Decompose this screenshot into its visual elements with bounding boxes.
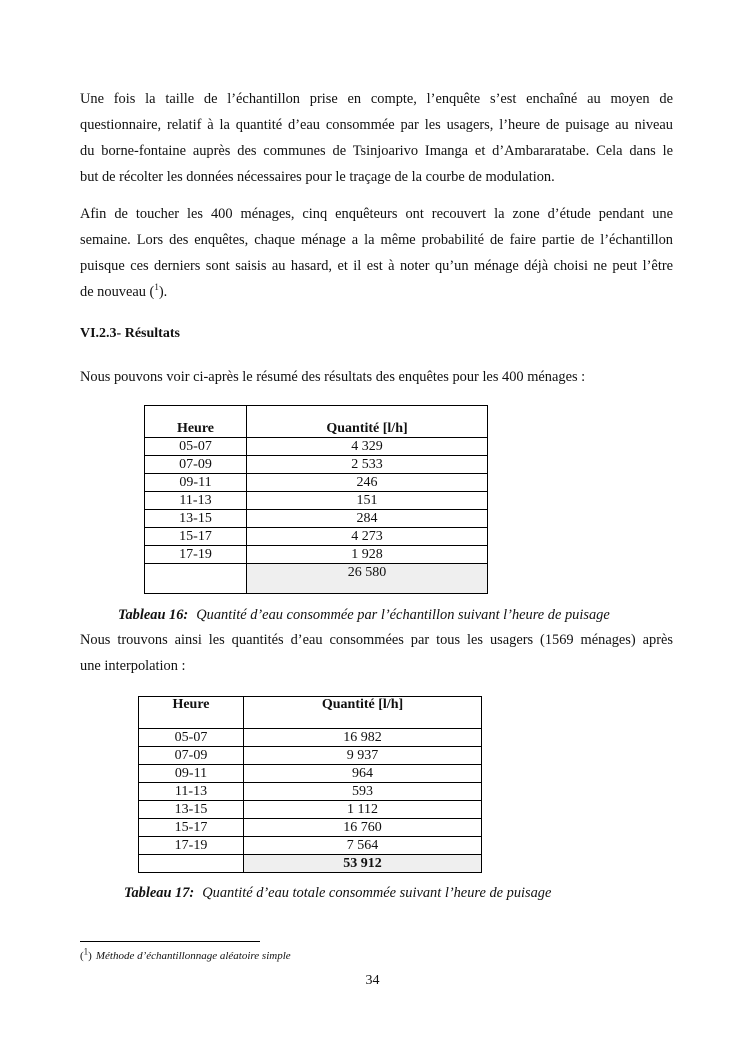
text-line: semaine. Lors des enquêtes, chaque ménage a la même probabilité de faire partie de l’échantillon xyxy=(80,232,673,248)
cell-heure: 09-11 xyxy=(139,765,244,783)
paragraph-intro xyxy=(80,364,673,390)
cell-quantite: 16 760 xyxy=(244,819,482,837)
text-fragment: ). xyxy=(158,284,168,300)
table-row xyxy=(145,438,488,456)
cell-total: 53 912 xyxy=(244,855,482,873)
cell-quantite: 151 xyxy=(247,492,488,510)
table-total-row xyxy=(145,564,488,594)
text-line: questionnaire, relatif à la quantité d’eau consommée par les usagers, l’heure de puisage au niveau xyxy=(80,117,673,133)
text-line: une interpolation : xyxy=(80,658,186,674)
cell-quantite: 1 112 xyxy=(244,801,482,819)
cell-heure: 07-09 xyxy=(139,747,244,765)
cell-heure: 09-11 xyxy=(145,474,247,492)
table-row xyxy=(145,546,488,564)
cell-heure: 17-19 xyxy=(139,837,244,855)
table-row xyxy=(139,747,482,765)
cell-heure: 05-07 xyxy=(139,729,244,747)
cell-quantite: 4 329 xyxy=(247,438,488,456)
cell-heure: 11-13 xyxy=(145,492,247,510)
cell-heure: 15-17 xyxy=(139,819,244,837)
cell-quantite: 964 xyxy=(244,765,482,783)
sample-consumption-table xyxy=(144,405,488,594)
table-row xyxy=(139,729,482,747)
cell-quantite: 284 xyxy=(247,510,488,528)
table-row xyxy=(139,801,482,819)
cell-quantite: 7 564 xyxy=(244,837,482,855)
text-line: Nous pouvons voir ci-après le résumé des résultats des enquêtes pour les 400 ménages : xyxy=(80,369,586,385)
table-row xyxy=(139,765,482,783)
paragraph-survey-method xyxy=(80,86,673,190)
footnote-paren: ) xyxy=(88,950,92,962)
cell-quantite: 9 937 xyxy=(244,747,482,765)
caption-text: Quantité d’eau totale consommée suivant l’heure de puisage xyxy=(202,885,552,901)
table-caption xyxy=(118,605,610,625)
page-number: 34 xyxy=(365,973,380,988)
text-line: but de récolter les données nécessaires pour le traçage de la courbe de modulation. xyxy=(80,169,555,185)
table-row xyxy=(145,492,488,510)
table-header-row xyxy=(139,697,482,729)
footnote-divider xyxy=(80,941,260,942)
text-line: Afin de toucher les 400 ménages, cinq enquêteurs ont recouvert la zone d’étude pendant une xyxy=(80,206,673,222)
table-row xyxy=(139,783,482,801)
footnote-paren: ( xyxy=(80,950,84,962)
column-header-quantite: Quantité [l/h] xyxy=(247,406,488,438)
table-caption xyxy=(124,883,551,903)
table-row xyxy=(145,474,488,492)
text-line: Une fois la taille de l’échantillon prise en compte, l’enquête s’est enchaîné au moyen de xyxy=(80,91,673,107)
paragraph-survey-coverage xyxy=(80,201,673,305)
text-line: puisque ces derniers sont saisis au hasard, et il est à noter qu’un ménage déjà choisi ne peut l’être xyxy=(80,258,673,274)
cell-quantite: 1 928 xyxy=(247,546,488,564)
cell-quantite: 2 533 xyxy=(247,456,488,474)
text-line xyxy=(80,279,673,305)
caption-text: Quantité d’eau consommée par l’échantillon suivant l’heure de puisage xyxy=(196,607,610,623)
table-row xyxy=(145,510,488,528)
table-row xyxy=(139,837,482,855)
footnote-number: 1 xyxy=(83,946,89,957)
column-header-quantite: Quantité [l/h] xyxy=(244,697,482,729)
footnote-text: Méthode d’échantillonnage aléatoire simple xyxy=(95,950,291,962)
table-total-row xyxy=(139,855,482,873)
text-line: du borne-fontaine auprès des communes de Tsinjoarivo Imanga et d’Ambararatabe. Cela dans le xyxy=(80,143,673,159)
cell-heure: 17-19 xyxy=(145,546,247,564)
paragraph-interpolation xyxy=(80,627,673,679)
section-heading: VI.2.3- Résultats xyxy=(80,326,180,341)
footnote xyxy=(80,948,291,964)
cell-quantite: 16 982 xyxy=(244,729,482,747)
cell-quantite: 246 xyxy=(247,474,488,492)
column-header-heure: Heure xyxy=(145,406,247,438)
cell-quantite: 593 xyxy=(244,783,482,801)
cell-heure: 15-17 xyxy=(145,528,247,546)
total-consumption-table xyxy=(138,696,482,873)
cell-heure: 05-07 xyxy=(145,438,247,456)
cell-empty xyxy=(145,564,247,594)
text-fragment: de nouveau ( xyxy=(80,284,155,300)
cell-heure: 13-15 xyxy=(145,510,247,528)
footnote-reference[interactable]: 1 xyxy=(154,282,159,293)
cell-heure: 07-09 xyxy=(145,456,247,474)
table-header-row xyxy=(145,406,488,438)
table-row xyxy=(145,456,488,474)
cell-heure: 11-13 xyxy=(139,783,244,801)
caption-label: Tableau 17: xyxy=(124,885,195,901)
cell-empty xyxy=(139,855,244,873)
text-line: Nous trouvons ainsi les quantités d’eau consommées par tous les usagers (1569 ménages) après xyxy=(80,632,673,648)
table-row xyxy=(139,819,482,837)
caption-label: Tableau 16: xyxy=(118,607,189,623)
cell-total: 26 580 xyxy=(247,564,488,594)
cell-heure: 13-15 xyxy=(139,801,244,819)
table-row xyxy=(145,528,488,546)
cell-quantite: 4 273 xyxy=(247,528,488,546)
column-header-heure: Heure xyxy=(139,697,244,729)
